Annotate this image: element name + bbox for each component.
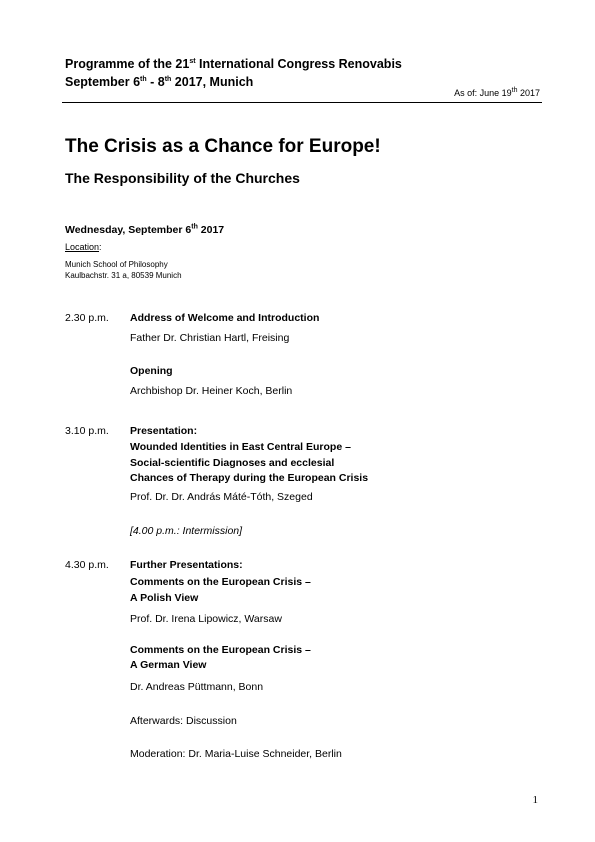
german-view-title-line1: Comments on the European Crisis –: [130, 644, 311, 656]
congress-header-line1: Programme of the 21st International Congress Renovabis: [65, 57, 402, 71]
page-title: The Crisis as a Chance for Europe!: [65, 136, 381, 157]
polish-view-title-line2: A Polish View: [130, 592, 199, 604]
location-label: Location:: [65, 242, 102, 252]
as-of-date: As of: June 19th 2017: [454, 87, 540, 98]
opening-speaker: Archbishop Dr. Heiner Koch, Berlin: [130, 385, 293, 397]
session-time-1: 2.30 p.m.: [65, 312, 109, 324]
header-divider: [62, 102, 542, 103]
congress-header-line2: September 6th - 8th 2017, Munich: [65, 75, 254, 89]
talk-title-line2: Social-scientific Diagnoses and ecclesial: [130, 457, 335, 469]
page-number: 1: [532, 794, 538, 806]
discussion-note: Afterwards: Discussion: [130, 715, 237, 727]
session-time-3: 4.30 p.m.: [65, 559, 109, 571]
location-address: Kaulbachstr. 31 a, 80539 Munich: [65, 271, 182, 280]
german-view-speaker: Dr. Andreas Püttmann, Bonn: [130, 681, 264, 693]
location-venue: Munich School of Philosophy: [65, 260, 168, 269]
intermission-note: [4.00 p.m.: Intermission]: [130, 525, 243, 537]
talk-title-line3: Chances of Therapy during the European Crisis: [130, 472, 369, 484]
opening-title: Opening: [130, 365, 173, 377]
page-subtitle: The Responsibility of the Churches: [65, 170, 300, 186]
presentation-heading: Presentation:: [130, 425, 198, 437]
further-presentations-heading: Further Presentations:: [130, 559, 243, 571]
welcome-speaker: Father Dr. Christian Hartl, Freising: [130, 332, 290, 344]
talk-speaker: Prof. Dr. Dr. András Máté-Tóth, Szeged: [130, 491, 313, 503]
moderation-note: Moderation: Dr. Maria-Luise Schneider, Berlin: [130, 748, 342, 760]
session-time-2: 3.10 p.m.: [65, 425, 109, 437]
polish-view-speaker: Prof. Dr. Irena Lipowicz, Warsaw: [130, 613, 282, 625]
welcome-title: Address of Welcome and Introduction: [130, 312, 320, 324]
talk-title-line1: Wounded Identities in East Central Europe –: [130, 441, 351, 453]
day-heading: Wednesday, September 6th 2017: [65, 223, 225, 236]
german-view-title-line2: A German View: [130, 659, 207, 671]
polish-view-title-line1: Comments on the European Crisis –: [130, 576, 311, 588]
